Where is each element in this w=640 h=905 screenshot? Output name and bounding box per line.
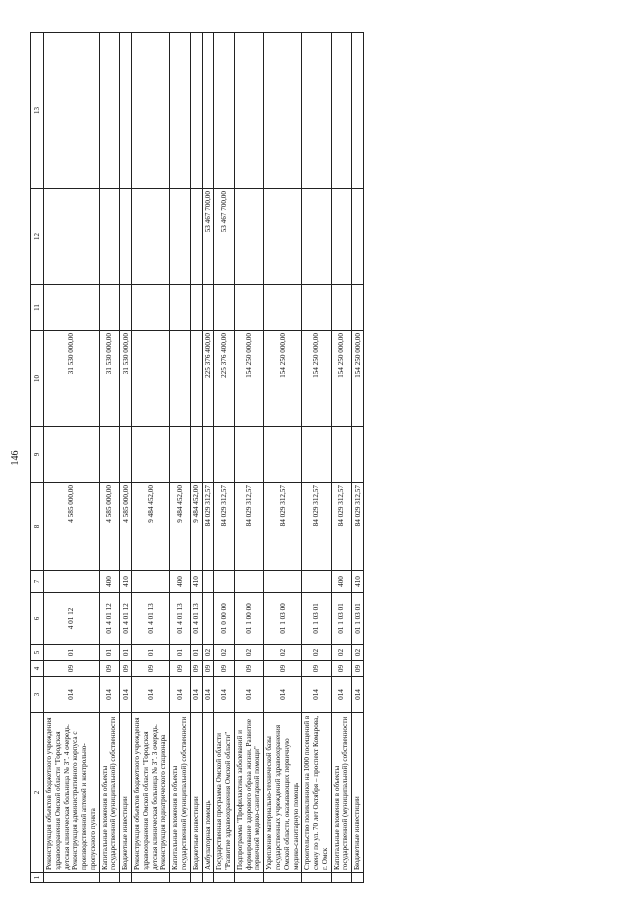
row-value-cell: [234, 285, 263, 331]
row-value-cell: [170, 427, 191, 483]
row-name-cell: Подпрограмма "Профилактика заболеваний и формирование здорового образа жизни. Развитие первичной медико-санитарной помощи": [234, 713, 263, 873]
row-value-cell: 01: [44, 645, 100, 661]
row-value-cell: [132, 189, 170, 285]
row-value-cell: [234, 571, 263, 593]
row-value-cell: 01 1 03 01: [302, 593, 331, 645]
row-value-cell: [202, 593, 214, 645]
column-header: 9: [31, 427, 44, 483]
column-header: 8: [31, 483, 44, 571]
row-value-cell: 31 530 000,00: [120, 331, 132, 427]
row-value-cell: 02: [264, 645, 302, 661]
column-header: 10: [31, 331, 44, 427]
row-value-cell: [331, 33, 352, 189]
row-number-cell: [352, 873, 364, 883]
row-value-cell: 4 585 000,00: [99, 483, 120, 571]
row-value-cell: [331, 285, 352, 331]
row-value-cell: 014: [331, 677, 352, 713]
row-value-cell: [120, 189, 132, 285]
row-value-cell: 014: [132, 677, 170, 713]
row-value-cell: [214, 33, 235, 189]
row-value-cell: 09: [234, 661, 263, 677]
row-value-cell: [202, 427, 214, 483]
row-value-cell: [302, 189, 331, 285]
row-value-cell: 02: [352, 645, 364, 661]
row-number-cell: [120, 873, 132, 883]
row-number-cell: [170, 873, 191, 883]
row-value-cell: [264, 571, 302, 593]
row-value-cell: 09: [99, 661, 120, 677]
row-value-cell: [44, 571, 100, 593]
row-name-cell: Капитальные вложения в объекты государственной (муниципальной) собственности: [99, 713, 120, 873]
table-row: [132, 33, 170, 883]
column-header: 12: [31, 189, 44, 285]
row-value-cell: 84 029 312,57: [302, 483, 331, 571]
row-value-cell: 4 585 000,00: [120, 483, 132, 571]
row-value-cell: 84 029 312,57: [331, 483, 352, 571]
row-name-cell: Капитальные вложения в объекты государственной (муниципальной) собственности: [331, 713, 352, 873]
row-value-cell: 09: [120, 661, 132, 677]
row-value-cell: [202, 33, 214, 189]
row-value-cell: 154 250 000,00: [264, 331, 302, 427]
table-row: [170, 33, 191, 883]
row-value-cell: 02: [214, 645, 235, 661]
row-value-cell: [132, 427, 170, 483]
row-value-cell: 09: [352, 661, 364, 677]
column-header: 5: [31, 645, 44, 661]
column-header: 4: [31, 661, 44, 677]
row-name-cell: Реконструкция объектов бюджетного учреждения здравоохранения Омской области "Городская детская клиническая больница № 3". 4 очередь. Реконструкция административного корпуса с производственной аптекой и контрольно-пропускного пункта: [44, 713, 100, 873]
row-value-cell: 01 4 01 13: [190, 593, 202, 645]
row-value-cell: 01 4 01 12: [99, 593, 120, 645]
row-value-cell: 014: [99, 677, 120, 713]
row-value-cell: [202, 571, 214, 593]
page-number: 146: [10, 450, 21, 466]
row-value-cell: [202, 285, 214, 331]
row-number-cell: [331, 873, 352, 883]
header-row: [31, 33, 44, 883]
row-value-cell: [170, 331, 191, 427]
row-value-cell: 02: [234, 645, 263, 661]
row-value-cell: 84 029 312,57: [264, 483, 302, 571]
row-value-cell: [264, 285, 302, 331]
row-value-cell: [352, 33, 364, 189]
row-name-cell: Строительство поликлиники на 1000 посещений в смену по ул. 70 лет Октября – проспект Комарова, г. Омск: [302, 713, 331, 873]
row-name-cell: Бюджетные инвестиции: [120, 713, 132, 873]
row-value-cell: 410: [120, 571, 132, 593]
row-number-cell: [214, 873, 235, 883]
row-value-cell: 84 029 312,57: [234, 483, 263, 571]
row-value-cell: 53 467 700,00: [214, 189, 235, 285]
row-value-cell: 014: [120, 677, 132, 713]
table-row: [234, 33, 263, 883]
row-number-cell: [202, 873, 214, 883]
row-value-cell: [302, 33, 331, 189]
row-value-cell: [132, 33, 170, 189]
row-value-cell: 014: [234, 677, 263, 713]
row-value-cell: 31 530 000,00: [44, 331, 100, 427]
row-value-cell: 01: [132, 645, 170, 661]
row-value-cell: 84 029 312,57: [202, 483, 214, 571]
row-value-cell: [352, 285, 364, 331]
table-row: [202, 33, 214, 883]
row-value-cell: [331, 427, 352, 483]
column-header: 13: [31, 33, 44, 189]
row-value-cell: [120, 285, 132, 331]
table-body: [44, 33, 364, 883]
rotated-content: [10, 33, 630, 883]
row-name-cell: Государственная программа Омской области "Развитие здравоохранения Омской области": [214, 713, 235, 873]
row-value-cell: 09: [44, 661, 100, 677]
row-value-cell: 4 585 000,00: [44, 483, 100, 571]
row-value-cell: 31 530 000,00: [99, 331, 120, 427]
row-value-cell: [234, 427, 263, 483]
row-value-cell: 01: [170, 645, 191, 661]
row-value-cell: 01 1 03 01: [331, 593, 352, 645]
table-row: [302, 33, 331, 883]
row-value-cell: 09: [190, 661, 202, 677]
row-value-cell: [99, 285, 120, 331]
row-value-cell: [264, 427, 302, 483]
row-value-cell: 02: [331, 645, 352, 661]
row-value-cell: [331, 189, 352, 285]
row-value-cell: 410: [352, 571, 364, 593]
row-value-cell: 014: [170, 677, 191, 713]
column-header: 7: [31, 571, 44, 593]
row-value-cell: 01: [99, 645, 120, 661]
row-name-cell: Бюджетные инвестиции: [352, 713, 364, 873]
row-value-cell: 09: [331, 661, 352, 677]
row-value-cell: [234, 33, 263, 189]
row-value-cell: 02: [202, 645, 214, 661]
row-value-cell: [190, 427, 202, 483]
row-value-cell: 84 029 312,57: [214, 483, 235, 571]
row-value-cell: 9 484 452,00: [132, 483, 170, 571]
row-value-cell: 09: [214, 661, 235, 677]
row-value-cell: [302, 571, 331, 593]
table-row: [99, 33, 120, 883]
row-value-cell: 01 4 01 13: [170, 593, 191, 645]
row-value-cell: [170, 189, 191, 285]
row-value-cell: [190, 285, 202, 331]
table-row: [331, 33, 352, 883]
column-header: 1: [31, 873, 44, 883]
row-value-cell: [99, 189, 120, 285]
row-value-cell: [44, 427, 100, 483]
row-value-cell: 01 1 03 01: [352, 593, 364, 645]
row-value-cell: 01 1 00 00: [234, 593, 263, 645]
row-value-cell: 225 376 400,00: [214, 331, 235, 427]
row-value-cell: 01 4 01 13: [132, 593, 170, 645]
row-value-cell: 02: [302, 645, 331, 661]
row-value-cell: 01 4 01 12: [120, 593, 132, 645]
row-value-cell: 4 01 12: [44, 593, 100, 645]
row-name-cell: Амбулаторная помощь: [202, 713, 214, 873]
row-value-cell: 01 1 03 00: [264, 593, 302, 645]
table-row: [264, 33, 302, 883]
row-value-cell: 014: [44, 677, 100, 713]
row-number-cell: [302, 873, 331, 883]
row-value-cell: [352, 427, 364, 483]
row-value-cell: 09: [302, 661, 331, 677]
row-value-cell: [234, 189, 263, 285]
row-value-cell: [44, 33, 100, 189]
row-value-cell: [44, 189, 100, 285]
row-name-cell: Капитальные вложения в объекты государственной (муниципальной) собственности: [170, 713, 191, 873]
column-header: 11: [31, 285, 44, 331]
column-header: 6: [31, 593, 44, 645]
row-value-cell: 225 376 400,00: [202, 331, 214, 427]
row-value-cell: [190, 33, 202, 189]
row-value-cell: 014: [264, 677, 302, 713]
row-value-cell: 01: [120, 645, 132, 661]
row-value-cell: 154 250 000,00: [234, 331, 263, 427]
row-value-cell: [99, 33, 120, 189]
row-value-cell: 014: [190, 677, 202, 713]
row-value-cell: [132, 571, 170, 593]
row-value-cell: [264, 189, 302, 285]
row-value-cell: [214, 427, 235, 483]
row-name-cell: Укрепление материально-технической базы государственных учреждений здравоохранения Омской области, оказывающих первичную медико-санитарную помощь: [264, 713, 302, 873]
row-value-cell: [170, 285, 191, 331]
row-name-cell: Реконструкция объектов бюджетного учреждения здравоохранения Омской области "Городская детская клиническая больница № 3". 3 очередь. Реконструкция педиатрического стационара: [132, 713, 170, 873]
budget-table: [30, 32, 364, 883]
row-value-cell: 09: [170, 661, 191, 677]
row-value-cell: 014: [214, 677, 235, 713]
row-value-cell: 014: [352, 677, 364, 713]
row-value-cell: 400: [99, 571, 120, 593]
row-value-cell: [214, 285, 235, 331]
row-number-cell: [234, 873, 263, 883]
table-row: [120, 33, 132, 883]
row-value-cell: [302, 285, 331, 331]
column-header: 2: [31, 713, 44, 873]
row-value-cell: 9 484 452,00: [170, 483, 191, 571]
row-value-cell: 014: [202, 677, 214, 713]
row-value-cell: 154 250 000,00: [331, 331, 352, 427]
row-value-cell: 53 467 700,00: [202, 189, 214, 285]
row-value-cell: 400: [331, 571, 352, 593]
row-name-cell: Бюджетные инвестиции: [190, 713, 202, 873]
row-value-cell: [99, 427, 120, 483]
row-value-cell: [44, 285, 100, 331]
row-value-cell: 01 0 00 00: [214, 593, 235, 645]
row-value-cell: 84 029 312,57: [352, 483, 364, 571]
row-value-cell: [132, 285, 170, 331]
row-value-cell: 9 484 452,00: [190, 483, 202, 571]
table-row: [214, 33, 235, 883]
row-value-cell: 01: [190, 645, 202, 661]
row-value-cell: 014: [302, 677, 331, 713]
row-value-cell: 154 250 000,00: [352, 331, 364, 427]
row-value-cell: 09: [202, 661, 214, 677]
row-value-cell: 410: [190, 571, 202, 593]
table-row: [44, 33, 100, 883]
row-value-cell: 09: [264, 661, 302, 677]
row-number-cell: [264, 873, 302, 883]
row-value-cell: [132, 331, 170, 427]
row-value-cell: [264, 33, 302, 189]
table-row: [190, 33, 202, 883]
row-value-cell: [352, 189, 364, 285]
row-value-cell: 400: [170, 571, 191, 593]
row-value-cell: [190, 189, 202, 285]
row-value-cell: 09: [132, 661, 170, 677]
row-value-cell: [120, 33, 132, 189]
row-value-cell: [120, 427, 132, 483]
row-value-cell: [170, 33, 191, 189]
row-value-cell: [214, 571, 235, 593]
table-row: [352, 33, 364, 883]
row-number-cell: [99, 873, 120, 883]
row-value-cell: 154 250 000,00: [302, 331, 331, 427]
row-number-cell: [190, 873, 202, 883]
column-header: 3: [31, 677, 44, 713]
row-value-cell: [302, 427, 331, 483]
row-number-cell: [44, 873, 100, 883]
row-value-cell: [190, 331, 202, 427]
row-number-cell: [132, 873, 170, 883]
